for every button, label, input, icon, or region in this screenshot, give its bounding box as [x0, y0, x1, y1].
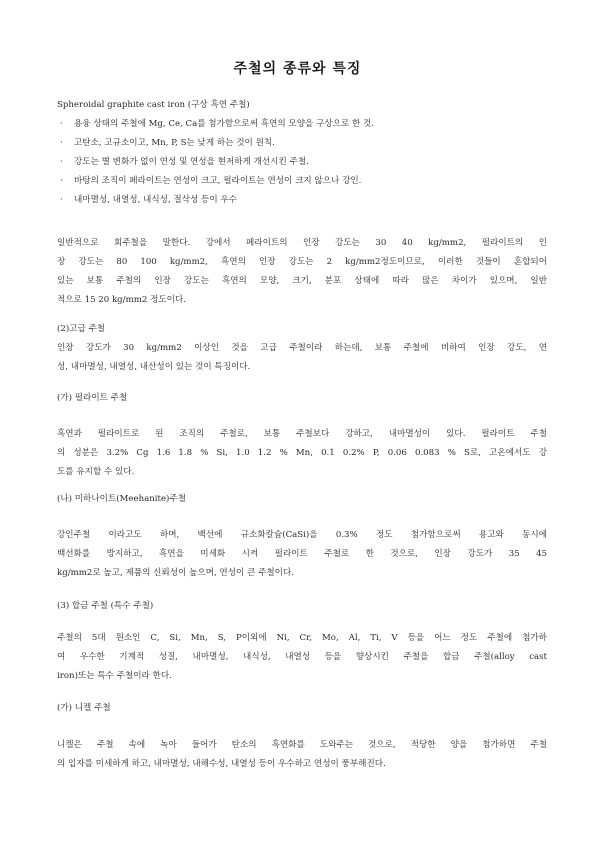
paragraph-line: 의 입자를 미세하게 하고, 내마멸성, 내해수성, 내열성 등이 우수하고 연성이 풍부해진다. — [57, 759, 386, 769]
bullet-text: 바탕의 조직이 페라이트는 연성이 크고, 펄라이트는 연성이 크지 않으나 강인. — [74, 176, 362, 186]
page-title: 주철의 종류와 특징 — [233, 61, 362, 77]
bullet-mark: · — [60, 195, 63, 205]
paragraph-gray-iron — [57, 234, 547, 310]
paragraph-line: 성, 내마멸성, 내열성, 내산성이 있는 것이 특징이다. — [57, 362, 251, 372]
section-heading-high-grade: (2)고급 주철 — [57, 324, 106, 334]
bullet-text: 강도는 별 변화가 없이 연성 및 연성을 현저하게 개선시킨 주철. — [74, 157, 309, 167]
section-pearlite-heading — [57, 389, 547, 408]
section-heading-meehanite: (나) 미하나이트(Meehanite)주철 — [57, 494, 187, 504]
paragraph-line: 의 성분은 3.2% Cg 1.6 1.8 % Si, 1.0 1.2 % Mn, 0.1 0.2% P, 0.06 0.083 % S로, 고온에서도 강 — [57, 448, 547, 458]
bullet-item — [57, 172, 547, 191]
paragraph-pearlite — [57, 425, 547, 482]
section-alloy-heading — [57, 597, 547, 616]
bullet-item — [57, 191, 547, 210]
section-heading-alloy: (3) 합금 주철 (특수 주철) — [57, 601, 154, 611]
paragraph-line: 있는 보통 주철의 인장 강도는 흑연의 모양, 크기, 분포 상태에 따라 많은 차이가 있으며, 일반 — [57, 276, 547, 286]
section-heading-pearlite: (가) 펄라이트 주철 — [57, 393, 128, 403]
bullet-item — [57, 115, 547, 134]
paragraph-line: 흑연과 펄라이트로 된 조직의 주철로, 보통 주철보다 강하고, 내마멸성이 있다. 펄라이트 주철 — [57, 429, 547, 439]
section-spheroidal — [57, 96, 547, 210]
paragraph-line: 일반적으로 회주철을 말한다. 강에서 페라이트의 인장 강도는 30 40 kg/mm2, 펄라이트의 인 — [57, 238, 547, 248]
bullet-item — [57, 134, 547, 153]
bullet-mark: · — [60, 138, 63, 148]
paragraph-line: 강인주철 이라고도 하며, 백선에 규소화칼슘(CaSi)을 0.3% 정도 첨가함으로써 용고와 동시에 — [57, 530, 547, 540]
bullet-mark: · — [60, 157, 63, 167]
bullet-text: 내마멸성, 내열성, 내식성, 절삭성 등이 우수 — [74, 195, 237, 205]
paragraph-line: 적으로 15 20 kg/mm2 정도이다. — [57, 295, 187, 305]
paragraph-line: 도를 유지할 수 있다. — [57, 467, 135, 477]
paragraph-alloy — [57, 629, 547, 686]
paragraph-line: 주철의 5대 원소인 C, Si, Mn, S, P이외에 Ni, Cr, Mo, Al, Ti, V 등을 어느 정도 주철에 첨가하 — [57, 633, 547, 643]
bullet-mark: · — [60, 119, 63, 129]
paragraph-line: 장 강도는 80 100 kg/mm2, 흑연의 인장 강도는 2 kg/mm2정도이므로, 이러한 것들이 혼합되어 — [57, 257, 547, 267]
paragraph-nickel — [57, 736, 547, 774]
bullet-text: 용융 상태의 주철에 Mg, Ce, Ca를 첨가함으로써 흑연의 모양을 구상으로 한 것. — [74, 119, 375, 129]
paragraph-meehanite — [57, 526, 547, 583]
section-nickel-heading — [57, 699, 547, 718]
paragraph-line: 니켈은 주철 속에 녹아 들어가 탄소의 흑연화를 도와주는 것으로, 적당한 양을 첨가하면 주철 — [57, 740, 547, 750]
paragraph-line: kg/mm2로 높고, 제품의 신뢰성이 높으며, 연성이 큰 주철이다. — [57, 568, 295, 578]
section-meehanite-heading — [57, 490, 547, 509]
section-high-grade — [57, 320, 547, 377]
paragraph-line: 여 우수한 기계적 성질, 내마멸성, 내식성, 내열성 등을 향상시킨 주철을 합금 주철(alloy cast — [57, 652, 547, 662]
bullet-text: 고탄소, 고규소이고, Mn, P, S는 낮게 하는 것이 원칙. — [74, 138, 275, 148]
paragraph-line: 백선화를 방지하고, 흑연을 미세화 시켜 펄라이트 주철로 한 것으로, 인장 강도가 35 45 — [57, 549, 547, 559]
paragraph-line: iron)또는 특수 주철이라 한다. — [57, 671, 172, 681]
section-heading-nickel: (가) 니켈 주철 — [57, 703, 111, 713]
paragraph-line: 인장 강도가 30 kg/mm2 이상인 것을 고급 주철이라 하는데, 보통 주철에 비하여 인장 강도, 연 — [57, 343, 547, 353]
bullet-item — [57, 153, 547, 172]
section-heading-spheroidal: Spheroidal graphite cast iron (구상 흑연 주철) — [57, 100, 250, 110]
bullet-mark: · — [60, 176, 63, 186]
